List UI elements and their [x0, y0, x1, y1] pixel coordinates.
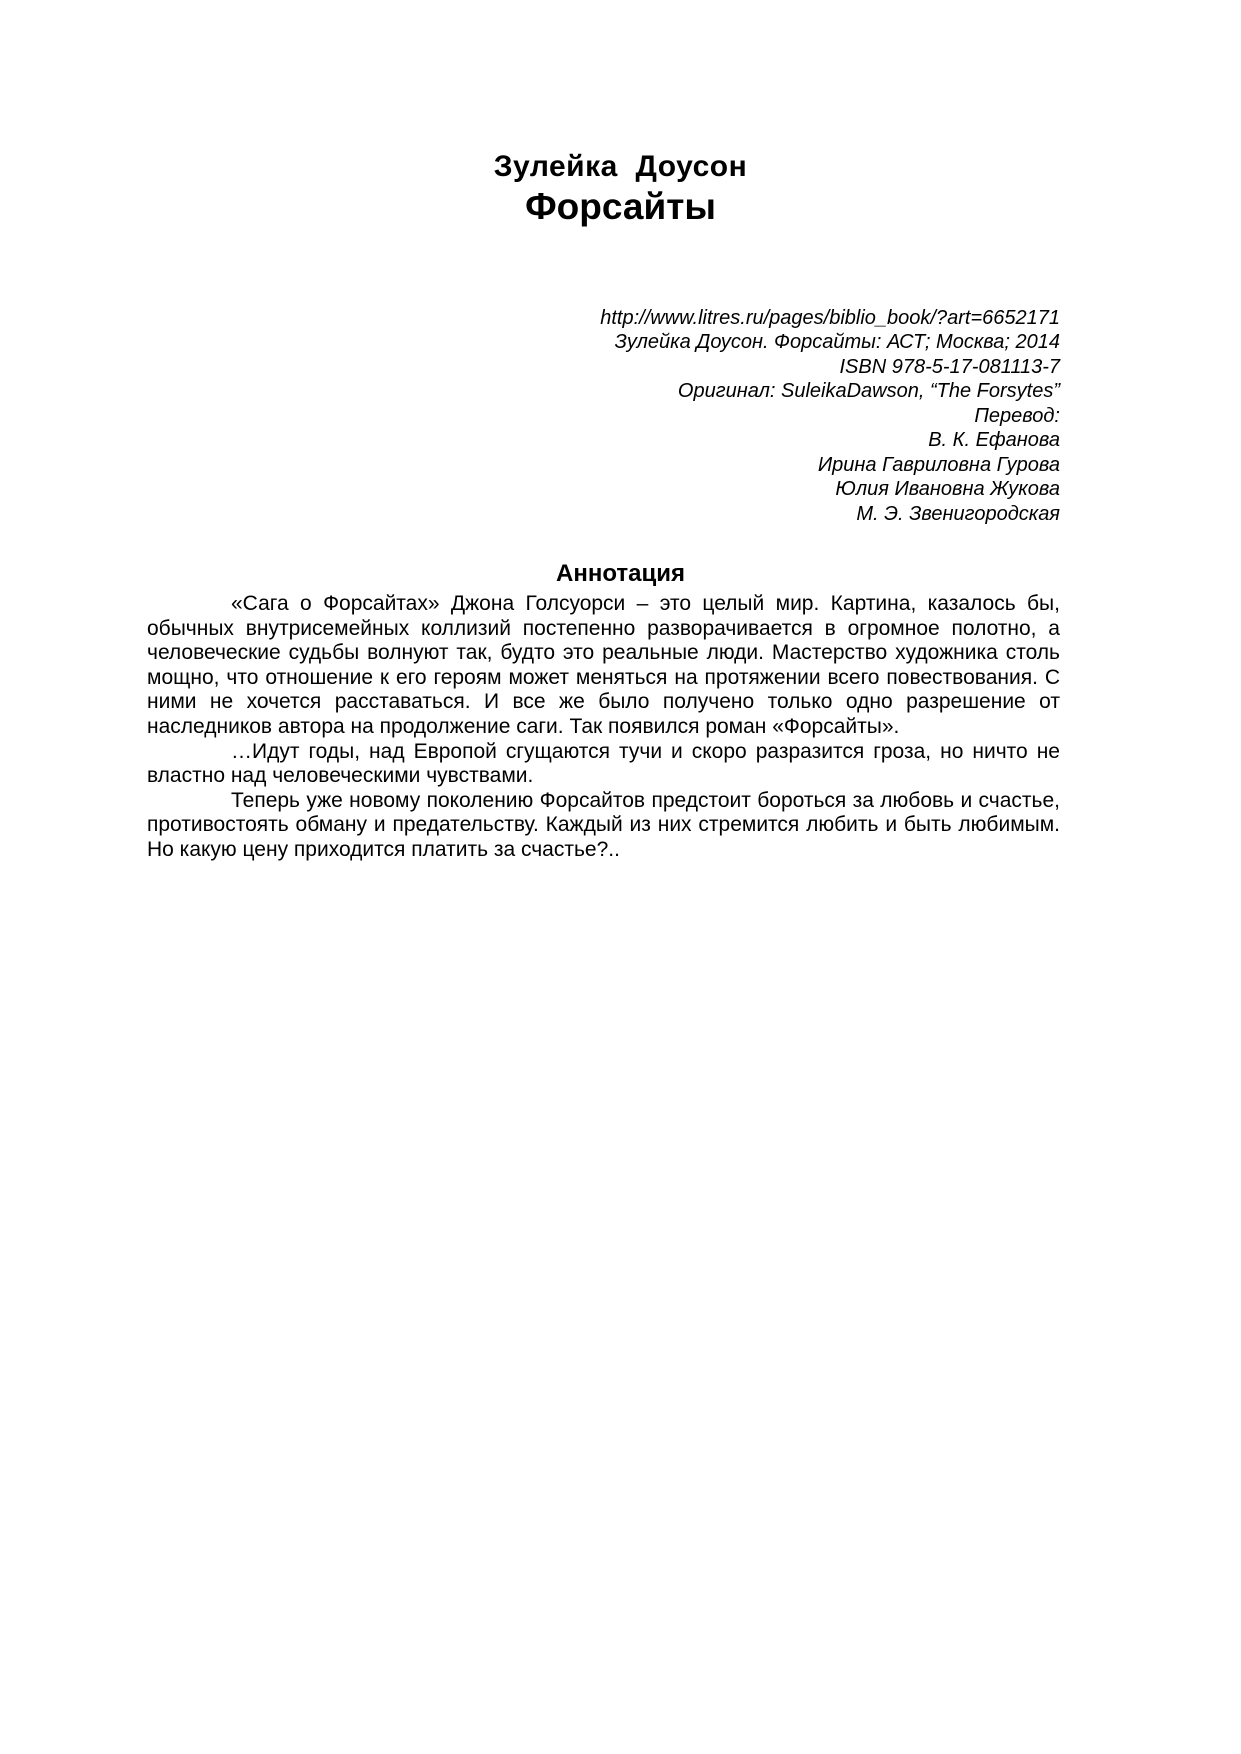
isbn-line: ISBN 978-5-17-081113-7	[839, 355, 1060, 378]
annotation-paragraph: …Идут годы, над Европой сгущаются тучи и скоро разразится гроза, но ничто не властно над человеческими чувствами.	[147, 739, 1060, 788]
original-line: Оригинал: SuleikaDawson, “The Forsytes”	[677, 380, 1060, 403]
book-title: Форсайты	[525, 186, 716, 227]
translator-name: В. К. Ефанова	[928, 429, 1060, 452]
annotation-body	[0, 592, 1241, 863]
publication-metadata	[0, 306, 1241, 527]
translator-name: М. Э. Звенигородская	[856, 502, 1060, 525]
title-block	[0, 0, 1241, 228]
annotation-heading: Аннотация	[556, 560, 685, 588]
author-name: Зулейка Доусон	[493, 150, 748, 183]
book-url: http://www.litres.ru/pages/biblio_book/?art=6652171	[600, 306, 1060, 329]
translation-label: Перевод:	[974, 404, 1060, 427]
translator-name: Юлия Ивановна Жукова	[835, 478, 1060, 501]
annotation-paragraph: Теперь уже новому поколению Форсайтов предстоит бороться за любовь и счастье, противостоять обману и предательству. Каждый из них стремится любить и быть любимым. Но какую цену приходится платить за счастье?..	[147, 788, 1060, 861]
translator-name: Ирина Гавриловна Гурова	[817, 453, 1060, 476]
annotation-paragraph: «Сага о Форсайтах» Джона Голсуорси – это целый мир. Картина, казалось бы, обычных внутрисемейных коллизий постепенно разворачивается в огромное полотно, а человеческие судьбы волнуют так, будто это реальные люди. Мастерство художника столь мощно, что отношение к его героям может меняться на протяжении всего повествования. С ними не хочется расставаться. И все же было получено только одно разрешение от наследников автора на продолжение саги. Так появился роман «Форсайты».	[147, 591, 1060, 738]
imprint-line: Зулейка Доусон. Форсайты: АСТ; Москва; 2014	[614, 331, 1060, 354]
